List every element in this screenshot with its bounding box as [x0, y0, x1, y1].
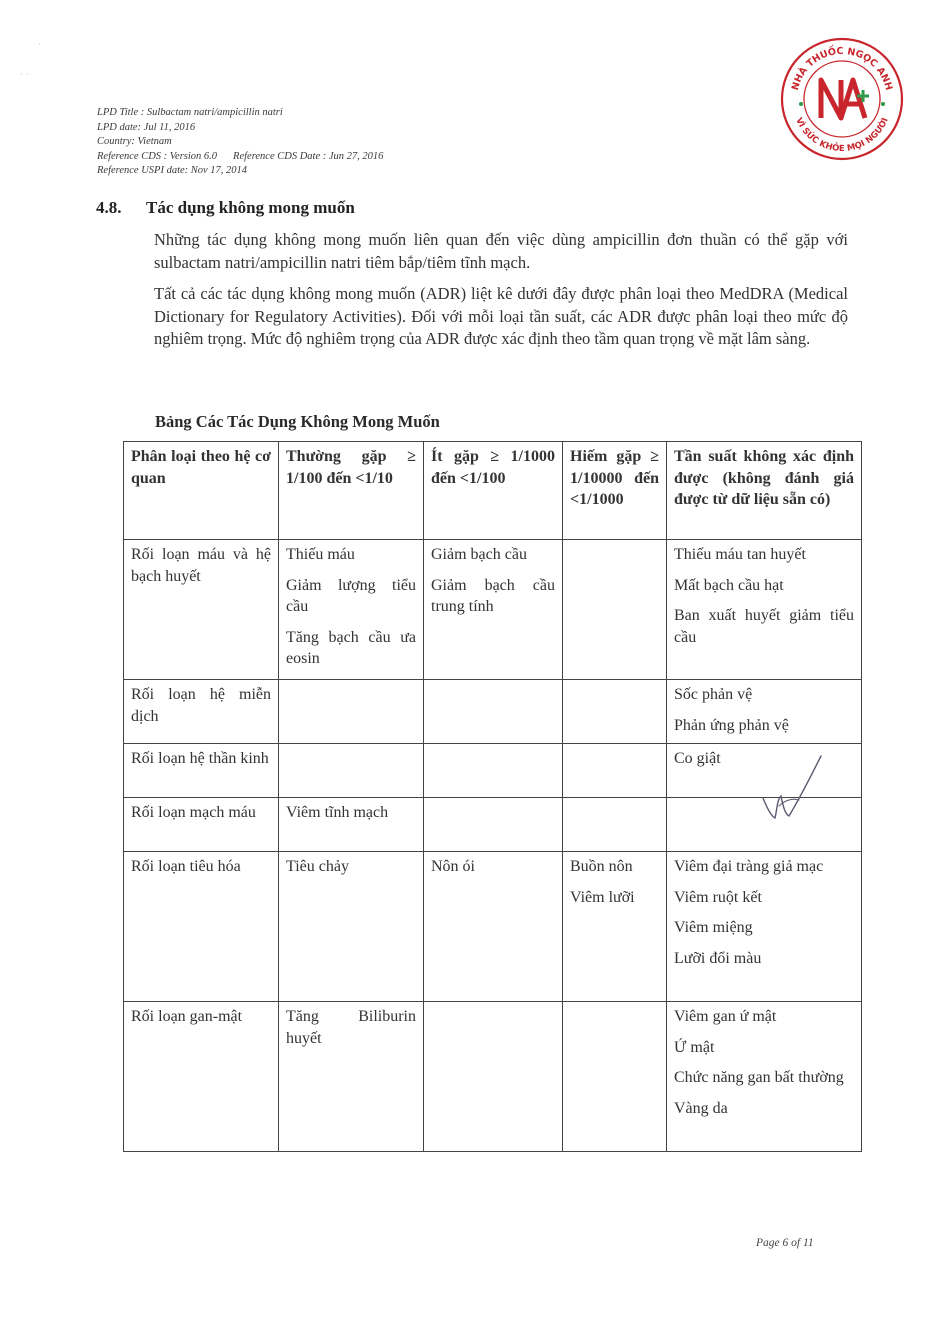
header-rare: Hiếm gặp ≥ 1/10000 đến <1/1000 [563, 442, 667, 540]
rare-cell [563, 1002, 667, 1152]
reaction-item: Tăng Biliburin huyết [286, 1008, 416, 1047]
reaction-item: Viêm gan ứ mật [674, 1008, 777, 1025]
header-unknown: Tần suất không xác định được (không đánh giá được từ dữ liệu sẵn có) [667, 442, 862, 540]
organ-cell: Rối loạn tiêu hóa [124, 852, 279, 1002]
unknown-cell [667, 540, 862, 680]
reaction-item: Buồn nôn [570, 858, 633, 875]
common-cell [279, 1002, 424, 1152]
reaction-item: Mất bạch cầu hạt [674, 576, 784, 594]
common-cell [279, 540, 424, 680]
reaction-item: Thiếu máu tan huyết [674, 546, 806, 563]
scan-speck: · [38, 40, 41, 50]
reaction-item: Tăng bạch cầu ưa eosin [286, 628, 416, 667]
lpd-date: LPD date: Jul 11, 2016 [97, 121, 196, 133]
table-row [124, 744, 862, 798]
reaction-item: Lưỡi đổi màu [674, 949, 762, 967]
lpd-title: LPD Title : Sulbactam natri/ampicillin natri [97, 107, 283, 118]
paragraph-2: Tất cả các tác dụng không mong muốn (ADR) liệt kê dưới đây được phân loại theo MedDRA (Medical Dictionary for Regulatory Activities). Đối với mỗi loại tần suất, các ADR được phân loại theo mức độ nghiêm trọng. Mức độ nghiêm trọng của ADR được xác định theo tầm quan trọng về mặt lâm sàng. [154, 284, 848, 348]
page-number: Page 6 of 11 [756, 1237, 814, 1249]
pharmacy-stamp-logo [777, 34, 907, 164]
reaction-item: Ứ mật [674, 1038, 715, 1056]
rare-cell [563, 798, 667, 852]
stamp-dot-right [881, 102, 885, 106]
reaction-item: Nôn ói [431, 858, 475, 875]
reaction-item: Giảm bạch cầu [431, 546, 527, 563]
stamp-bottom-text: VÌ SỨC KHỎE MỌI NGƯỜI [793, 116, 891, 154]
reaction-item: Vàng da [674, 1099, 728, 1117]
stamp-dot-left [799, 102, 803, 106]
header-common: Thường gặp ≥ 1/100 đến <1/10 [279, 442, 424, 540]
unknown-cell [667, 852, 862, 1002]
paragraph-1: Những tác dụng không mong muốn liên quan đến việc dùng ampicillin đơn thuần có thể gặp với sulbactam natri/ampicillin natri tiêm bắp/tiêm tĩnh mạch. [154, 230, 848, 272]
reaction-item: Giảm bạch cầu trung tính [431, 576, 555, 615]
reference-cds-date: Reference CDS Date : Jun 27, 2016 [233, 150, 384, 162]
organ-cell: Rối loạn gan-mật [124, 1002, 279, 1152]
common-cell [279, 744, 424, 798]
reaction-item: Viêm lưỡi [570, 888, 635, 906]
section-number: 4.8. [96, 198, 122, 217]
uncommon-cell [424, 744, 563, 798]
rare-cell [563, 540, 667, 680]
reaction-item: Phản ứng phản vệ [674, 716, 789, 734]
reaction-item: Sốc phản vệ [674, 686, 753, 703]
table-row [124, 680, 862, 744]
reaction-item: Thiếu máu [286, 546, 355, 563]
stamp-top-text: NHÀ THUỐC NGỌC ANH [789, 45, 895, 92]
rare-cell [563, 680, 667, 744]
uncommon-cell [424, 798, 563, 852]
document-metadata [97, 106, 383, 179]
reference-uspi-date: Reference USPI date: Nov 17, 2014 [97, 165, 248, 177]
reaction-item: Chức năng gan bất thường [674, 1069, 844, 1086]
reaction-item: Viêm tĩnh mạch [286, 804, 389, 821]
organ-cell: Rối loạn hệ thần kinh [124, 744, 279, 798]
table-row [124, 852, 862, 1002]
common-cell [279, 852, 424, 1002]
handwritten-initials [755, 750, 825, 825]
unknown-cell [667, 1002, 862, 1152]
reaction-item: Viêm đại tràng giả mạc [674, 858, 824, 875]
reaction-item: Ban xuất huyết giảm tiểu cầu [674, 607, 854, 646]
uncommon-cell [424, 680, 563, 744]
reaction-item: Viêm miệng [674, 919, 753, 936]
common-cell [279, 798, 424, 852]
reaction-item: Giảm lượng tiểu cầu [286, 576, 416, 615]
table-title: Bảng Các Tác Dụng Không Mong Muốn [155, 412, 440, 431]
stamp-a-letter [841, 80, 865, 118]
rare-cell [563, 744, 667, 798]
organ-cell: Rối loạn mạch máu [124, 798, 279, 852]
table-row [124, 540, 862, 680]
header-organ-class: Phân loại theo hệ cơ quan [124, 442, 279, 540]
reaction-item: Co giật [674, 750, 721, 767]
uncommon-cell [424, 852, 563, 1002]
uncommon-cell [424, 1002, 563, 1152]
scan-speck: · · [20, 70, 29, 80]
reaction-item: Viêm ruột kết [674, 888, 762, 906]
reference-cds-line [97, 150, 383, 165]
common-cell [279, 680, 424, 744]
uncommon-cell [424, 540, 563, 680]
table-row [124, 1002, 862, 1152]
section-title: Tác dụng không mong muốn [146, 198, 355, 217]
unknown-cell [667, 680, 862, 744]
rare-cell [563, 852, 667, 1002]
country: Country: Vietnam [97, 136, 172, 148]
reference-cds-version: Reference CDS : Version 6.0 [97, 150, 218, 162]
header-uncommon: Ít gặp ≥ 1/1000 đến <1/100 [424, 442, 563, 540]
table-header-row [124, 442, 862, 540]
organ-cell: Rối loạn hệ miễn dịch [124, 680, 279, 744]
reaction-item: Tiêu chảy [286, 858, 349, 875]
stamp-n-letter [821, 80, 841, 118]
section-heading [96, 198, 355, 218]
organ-cell: Rối loạn máu và hệ bạch huyết [124, 540, 279, 680]
adverse-reactions-table [123, 441, 862, 1152]
table-row [124, 798, 862, 852]
